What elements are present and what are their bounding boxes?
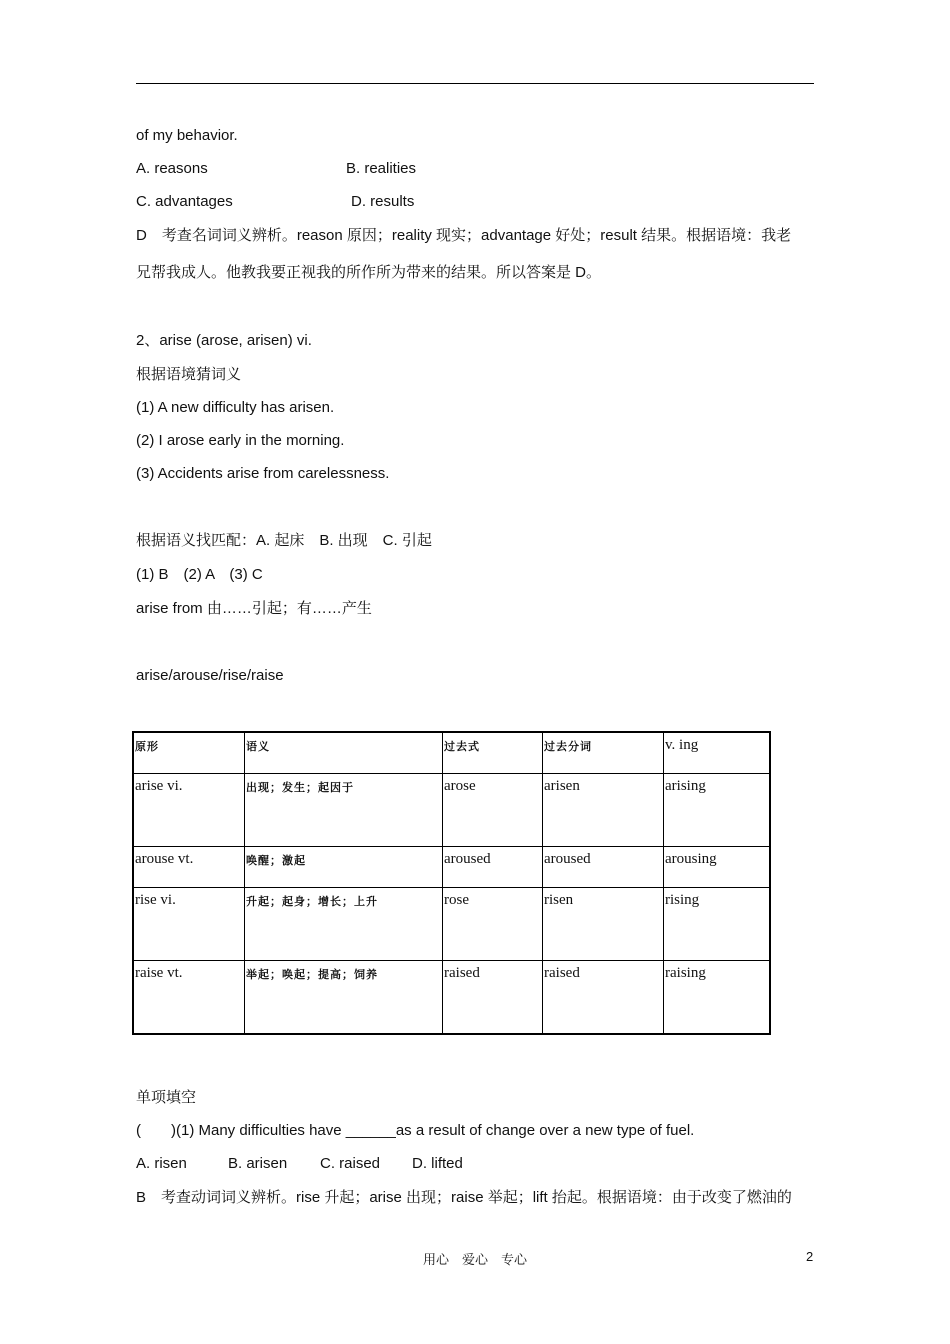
section2-title: 2、arise (arose, arisen) vi. <box>136 332 312 349</box>
option-b: B. arisen <box>228 1155 288 1172</box>
cell-past: aroused <box>443 847 543 888</box>
cell-ing: raising <box>664 961 771 1035</box>
header-rule <box>136 83 814 84</box>
match-answer: (1) B (2) A (3) C <box>136 566 263 583</box>
table-row <box>133 847 770 888</box>
ex1-question: ( )(1) Many difficulties have ______as a result of change over a new type of fuel. <box>136 1122 695 1139</box>
header-base-form: 原形 <box>133 732 245 774</box>
cell-base: rise vi. <box>133 888 245 961</box>
ex1-answer: B 考查动词词义辨析。rise 升起；arise 出现；raise 举起；lift 抬起。根据语境：由于改变了燃油的 <box>136 1189 792 1206</box>
exercise-title: 单项填空 <box>136 1089 197 1106</box>
header-meaning: 语义 <box>245 732 443 774</box>
q1-answer-line2: 兄帮我成人。他教我要正视我的所作所为带来的结果。所以答案是 D。 <box>136 264 602 281</box>
cell-past-participle: raised <box>543 961 664 1035</box>
page-footer: 用心 爱心 专心 <box>422 1252 527 1267</box>
cell-meaning: 出现；发生；起因于 <box>245 774 443 847</box>
guess-title: 根据语境猜词义 <box>136 366 242 383</box>
table-header-row <box>133 732 770 774</box>
cell-past: raised <box>443 961 543 1035</box>
cell-past: rose <box>443 888 543 961</box>
cell-past-participle: risen <box>543 888 664 961</box>
header-ing: v. ing <box>664 732 771 774</box>
option-d: D. lifted <box>412 1155 463 1172</box>
option-d: D. results <box>351 193 415 210</box>
page-number: 2 <box>806 1249 814 1264</box>
option-c: C. advantages <box>136 193 233 210</box>
option-a: A. reasons <box>136 160 208 177</box>
ex1-options <box>136 1155 463 1173</box>
cell-ing: rising <box>664 888 771 961</box>
cell-base: raise vt. <box>133 961 245 1035</box>
word-forms-table <box>132 731 771 1035</box>
q1-answer-line1: D 考查名词词义辨析。reason 原因；reality 现实；advantage 好处；result 结果。根据语境：我老 <box>136 227 792 244</box>
table-row <box>133 961 770 1035</box>
table-row <box>133 888 770 961</box>
cell-meaning: 升起；起身；增长；上升 <box>245 888 443 961</box>
q1-options-row2 <box>136 193 414 211</box>
sentence-2: (2) I arose early in the morning. <box>136 432 345 449</box>
match-line: 根据语义找匹配：A. 起床 B. 出现 C. 引起 <box>136 532 432 549</box>
cell-meaning: 举起；唤起；提高；饲养 <box>245 961 443 1035</box>
compare-title: arise/arouse/rise/raise <box>136 667 284 684</box>
sentence-1: (1) A new difficulty has arisen. <box>136 399 335 416</box>
header-past-participle: 过去分词 <box>543 732 664 774</box>
cell-past-participle: aroused <box>543 847 664 888</box>
option-c: C. raised <box>320 1155 381 1172</box>
sentence-3: (3) Accidents arise from carelessness. <box>136 465 390 482</box>
q1-options-row1 <box>136 160 416 178</box>
cell-past-participle: arisen <box>543 774 664 847</box>
header-past: 过去式 <box>443 732 543 774</box>
option-b: B. realities <box>346 160 417 177</box>
cell-past: arose <box>443 774 543 847</box>
cell-meaning: 唤醒；激起 <box>245 847 443 888</box>
cell-ing: arousing <box>664 847 771 888</box>
cell-ing: arising <box>664 774 771 847</box>
table-row <box>133 774 770 847</box>
cell-base: arouse vt. <box>133 847 245 888</box>
option-a: A. risen <box>136 1155 187 1172</box>
phrase-line: arise from 由……引起；有……产生 <box>136 600 372 617</box>
cell-base: arise vi. <box>133 774 245 847</box>
q1-tail: of my behavior. <box>136 127 238 144</box>
